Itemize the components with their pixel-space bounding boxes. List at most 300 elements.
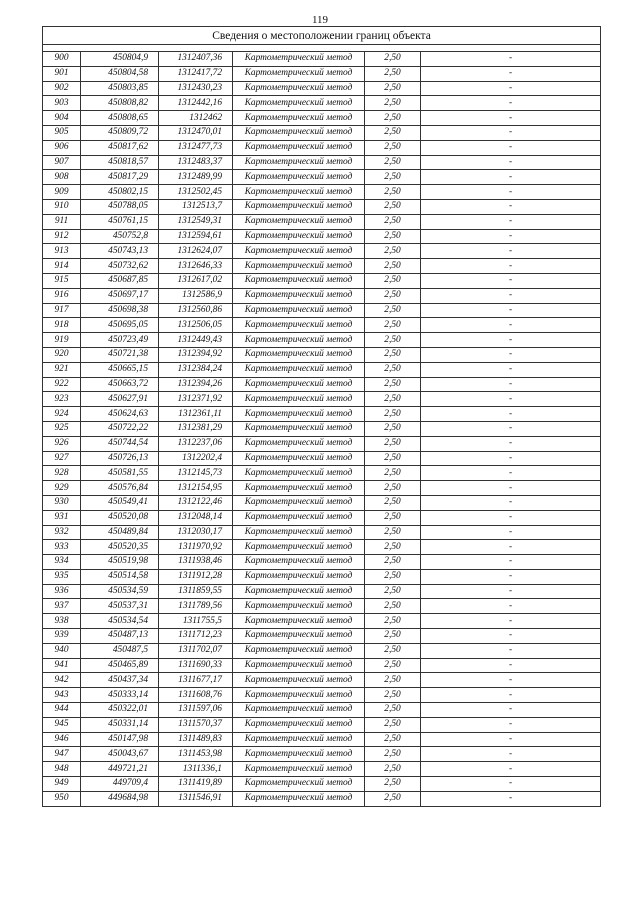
table-row	[43, 658, 601, 673]
table-row	[43, 155, 601, 170]
table-row	[43, 466, 601, 481]
coord-y-cell: 1312361,11	[159, 407, 233, 422]
coord-y-cell: 1312237,06	[159, 436, 233, 451]
method-cell: Картометрический метод	[233, 510, 365, 525]
coord-x-cell: 450743,13	[81, 244, 159, 259]
accuracy-cell: 2,50	[365, 273, 421, 288]
accuracy-cell: 2,50	[365, 599, 421, 614]
table-row	[43, 629, 601, 644]
accuracy-cell: 2,50	[365, 481, 421, 496]
table-title: Сведения о местоположении границ объекта	[43, 27, 601, 45]
accuracy-cell: 2,50	[365, 762, 421, 777]
point-number-cell: 938	[43, 614, 81, 629]
coord-x-cell: 450721,38	[81, 347, 159, 362]
point-number-cell: 931	[43, 510, 81, 525]
method-cell: Картометрический метод	[233, 747, 365, 762]
table-row	[43, 421, 601, 436]
coord-x-cell: 450697,17	[81, 288, 159, 303]
description-cell: -	[421, 481, 601, 496]
table-row	[43, 288, 601, 303]
accuracy-cell: 2,50	[365, 688, 421, 703]
accuracy-cell: 2,50	[365, 185, 421, 200]
point-number-cell: 939	[43, 629, 81, 644]
description-cell: -	[421, 777, 601, 792]
coord-x-cell: 450520,08	[81, 510, 159, 525]
table-row	[43, 140, 601, 155]
method-cell: Картометрический метод	[233, 614, 365, 629]
point-number-cell: 918	[43, 318, 81, 333]
point-number-cell: 932	[43, 525, 81, 540]
description-cell: -	[421, 584, 601, 599]
accuracy-cell: 2,50	[365, 96, 421, 111]
coord-y-cell: 1312483,37	[159, 155, 233, 170]
table-row	[43, 199, 601, 214]
coord-x-cell: 450804,9	[81, 52, 159, 67]
coord-y-cell: 1312560,86	[159, 303, 233, 318]
coord-x-cell: 450624,63	[81, 407, 159, 422]
table-row	[43, 747, 601, 762]
method-cell: Картометрический метод	[233, 673, 365, 688]
point-number-cell: 911	[43, 214, 81, 229]
point-number-cell: 906	[43, 140, 81, 155]
point-number-cell: 927	[43, 451, 81, 466]
coord-x-cell: 450698,38	[81, 303, 159, 318]
point-number-cell: 926	[43, 436, 81, 451]
table-row	[43, 555, 601, 570]
table-row	[43, 303, 601, 318]
accuracy-cell: 2,50	[365, 703, 421, 718]
accuracy-cell: 2,50	[365, 66, 421, 81]
accuracy-cell: 2,50	[365, 673, 421, 688]
method-cell: Картометрический метод	[233, 244, 365, 259]
coord-y-cell: 1311677,17	[159, 673, 233, 688]
coord-x-cell: 450803,85	[81, 81, 159, 96]
accuracy-cell: 2,50	[365, 466, 421, 481]
table-row	[43, 96, 601, 111]
accuracy-cell: 2,50	[365, 777, 421, 792]
coord-x-cell: 449721,21	[81, 762, 159, 777]
method-cell: Картометрический метод	[233, 303, 365, 318]
point-number-cell: 950	[43, 791, 81, 806]
description-cell: -	[421, 614, 601, 629]
table-row	[43, 66, 601, 81]
description-cell: -	[421, 362, 601, 377]
accuracy-cell: 2,50	[365, 732, 421, 747]
table-row	[43, 673, 601, 688]
method-cell: Картометрический метод	[233, 333, 365, 348]
table-row	[43, 259, 601, 274]
table-row	[43, 185, 601, 200]
point-number-cell: 943	[43, 688, 81, 703]
point-number-cell: 901	[43, 66, 81, 81]
point-number-cell: 934	[43, 555, 81, 570]
description-cell: -	[421, 717, 601, 732]
method-cell: Картометрический метод	[233, 791, 365, 806]
description-cell: -	[421, 347, 601, 362]
point-number-cell: 905	[43, 125, 81, 140]
description-cell: -	[421, 732, 601, 747]
accuracy-cell: 2,50	[365, 407, 421, 422]
table-row	[43, 333, 601, 348]
table-row	[43, 525, 601, 540]
method-cell: Картометрический метод	[233, 111, 365, 126]
description-cell: -	[421, 333, 601, 348]
accuracy-cell: 2,50	[365, 717, 421, 732]
coord-x-cell: 450534,54	[81, 614, 159, 629]
coord-y-cell: 1312506,05	[159, 318, 233, 333]
coord-x-cell: 449709,4	[81, 777, 159, 792]
coord-y-cell: 1311859,55	[159, 584, 233, 599]
point-number-cell: 935	[43, 569, 81, 584]
coord-x-cell: 450744,54	[81, 436, 159, 451]
coord-x-cell: 450331,14	[81, 717, 159, 732]
accuracy-cell: 2,50	[365, 362, 421, 377]
point-number-cell: 915	[43, 273, 81, 288]
point-number-cell: 949	[43, 777, 81, 792]
coord-x-cell: 450487,5	[81, 643, 159, 658]
method-cell: Картометрический метод	[233, 555, 365, 570]
coord-y-cell: 1312371,92	[159, 392, 233, 407]
coord-x-cell: 450732,62	[81, 259, 159, 274]
coord-x-cell: 450687,85	[81, 273, 159, 288]
table-row	[43, 125, 601, 140]
coord-y-cell: 1311608,76	[159, 688, 233, 703]
coord-x-cell: 450665,15	[81, 362, 159, 377]
description-cell: -	[421, 688, 601, 703]
coord-y-cell: 1312513,7	[159, 199, 233, 214]
coord-x-cell: 450802,15	[81, 185, 159, 200]
coord-x-cell: 450722,22	[81, 421, 159, 436]
table-row	[43, 510, 601, 525]
table-row	[43, 407, 601, 422]
accuracy-cell: 2,50	[365, 377, 421, 392]
accuracy-cell: 2,50	[365, 288, 421, 303]
table-row	[43, 643, 601, 658]
accuracy-cell: 2,50	[365, 495, 421, 510]
point-number-cell: 946	[43, 732, 81, 747]
description-cell: -	[421, 229, 601, 244]
coord-x-cell: 450437,34	[81, 673, 159, 688]
point-number-cell: 920	[43, 347, 81, 362]
table-row	[43, 436, 601, 451]
description-cell: -	[421, 155, 601, 170]
coord-x-cell: 450333,14	[81, 688, 159, 703]
coord-x-cell: 450818,57	[81, 155, 159, 170]
coord-y-cell: 1312122,46	[159, 495, 233, 510]
point-number-cell: 922	[43, 377, 81, 392]
table-row	[43, 584, 601, 599]
coord-x-cell: 450817,62	[81, 140, 159, 155]
coord-x-cell: 450147,98	[81, 732, 159, 747]
point-number-cell: 921	[43, 362, 81, 377]
method-cell: Картометрический метод	[233, 525, 365, 540]
point-number-cell: 942	[43, 673, 81, 688]
description-cell: -	[421, 66, 601, 81]
coord-y-cell: 1312617,02	[159, 273, 233, 288]
coord-x-cell: 450519,98	[81, 555, 159, 570]
point-number-cell: 941	[43, 658, 81, 673]
table-row	[43, 717, 601, 732]
description-cell: -	[421, 540, 601, 555]
method-cell: Картометрический метод	[233, 599, 365, 614]
coord-y-cell: 1311597,06	[159, 703, 233, 718]
accuracy-cell: 2,50	[365, 199, 421, 214]
accuracy-cell: 2,50	[365, 791, 421, 806]
description-cell: -	[421, 407, 601, 422]
description-cell: -	[421, 599, 601, 614]
method-cell: Картометрический метод	[233, 777, 365, 792]
table-row	[43, 481, 601, 496]
point-number-cell: 929	[43, 481, 81, 496]
point-number-cell: 902	[43, 81, 81, 96]
description-cell: -	[421, 421, 601, 436]
method-cell: Картометрический метод	[233, 214, 365, 229]
description-cell: -	[421, 643, 601, 658]
coord-y-cell: 1311912,28	[159, 569, 233, 584]
point-number-cell: 900	[43, 52, 81, 67]
method-cell: Картометрический метод	[233, 66, 365, 81]
method-cell: Картометрический метод	[233, 288, 365, 303]
point-number-cell: 917	[43, 303, 81, 318]
coord-x-cell: 450808,82	[81, 96, 159, 111]
coord-x-cell: 450489,84	[81, 525, 159, 540]
description-cell: -	[421, 569, 601, 584]
accuracy-cell: 2,50	[365, 170, 421, 185]
coord-x-cell: 450726,13	[81, 451, 159, 466]
description-cell: -	[421, 170, 601, 185]
coord-y-cell: 1312030,17	[159, 525, 233, 540]
description-cell: -	[421, 762, 601, 777]
description-cell: -	[421, 199, 601, 214]
table-row	[43, 170, 601, 185]
table-row	[43, 318, 601, 333]
accuracy-cell: 2,50	[365, 81, 421, 96]
accuracy-cell: 2,50	[365, 303, 421, 318]
description-cell: -	[421, 111, 601, 126]
spacer-row	[43, 45, 601, 52]
coord-x-cell: 450695,05	[81, 318, 159, 333]
description-cell: -	[421, 185, 601, 200]
coord-y-cell: 1312384,24	[159, 362, 233, 377]
point-number-cell: 908	[43, 170, 81, 185]
point-number-cell: 925	[43, 421, 81, 436]
description-cell: -	[421, 658, 601, 673]
coord-x-cell: 450465,89	[81, 658, 159, 673]
coord-x-cell: 450534,59	[81, 584, 159, 599]
title-row	[43, 27, 601, 45]
coord-y-cell: 1311570,37	[159, 717, 233, 732]
method-cell: Картометрический метод	[233, 629, 365, 644]
accuracy-cell: 2,50	[365, 643, 421, 658]
description-cell: -	[421, 673, 601, 688]
accuracy-cell: 2,50	[365, 525, 421, 540]
method-cell: Картометрический метод	[233, 259, 365, 274]
table-row	[43, 392, 601, 407]
description-cell: -	[421, 555, 601, 570]
accuracy-cell: 2,50	[365, 155, 421, 170]
coord-y-cell: 1312489,99	[159, 170, 233, 185]
method-cell: Картометрический метод	[233, 688, 365, 703]
coord-y-cell: 1312381,29	[159, 421, 233, 436]
coord-x-cell: 449684,98	[81, 791, 159, 806]
coord-x-cell: 450817,29	[81, 170, 159, 185]
accuracy-cell: 2,50	[365, 52, 421, 67]
method-cell: Картометрический метод	[233, 481, 365, 496]
accuracy-cell: 2,50	[365, 629, 421, 644]
description-cell: -	[421, 747, 601, 762]
coord-y-cell: 1312442,16	[159, 96, 233, 111]
coord-y-cell: 1311755,5	[159, 614, 233, 629]
coord-y-cell: 1311970,92	[159, 540, 233, 555]
method-cell: Картометрический метод	[233, 362, 365, 377]
description-cell: -	[421, 125, 601, 140]
point-number-cell: 948	[43, 762, 81, 777]
point-number-cell: 904	[43, 111, 81, 126]
table-row	[43, 777, 601, 792]
table-row	[43, 791, 601, 806]
description-cell: -	[421, 510, 601, 525]
point-number-cell: 913	[43, 244, 81, 259]
coord-y-cell: 1311453,98	[159, 747, 233, 762]
description-cell: -	[421, 140, 601, 155]
description-cell: -	[421, 629, 601, 644]
method-cell: Картометрический метод	[233, 466, 365, 481]
method-cell: Картометрический метод	[233, 140, 365, 155]
point-number-cell: 947	[43, 747, 81, 762]
coord-x-cell: 450549,41	[81, 495, 159, 510]
method-cell: Картометрический метод	[233, 318, 365, 333]
accuracy-cell: 2,50	[365, 540, 421, 555]
point-number-cell: 924	[43, 407, 81, 422]
point-number-cell: 936	[43, 584, 81, 599]
description-cell: -	[421, 259, 601, 274]
coord-y-cell: 1311789,56	[159, 599, 233, 614]
table-row	[43, 732, 601, 747]
point-number-cell: 928	[43, 466, 81, 481]
method-cell: Картометрический метод	[233, 421, 365, 436]
point-number-cell: 937	[43, 599, 81, 614]
method-cell: Картометрический метод	[233, 155, 365, 170]
method-cell: Картометрический метод	[233, 392, 365, 407]
coord-y-cell: 1312624,07	[159, 244, 233, 259]
coord-x-cell: 450520,35	[81, 540, 159, 555]
coord-y-cell: 1311712,23	[159, 629, 233, 644]
table-row	[43, 569, 601, 584]
point-number-cell: 930	[43, 495, 81, 510]
coord-x-cell: 450752,8	[81, 229, 159, 244]
table-row	[43, 347, 601, 362]
coord-x-cell: 450809,72	[81, 125, 159, 140]
accuracy-cell: 2,50	[365, 244, 421, 259]
point-number-cell: 940	[43, 643, 81, 658]
method-cell: Картометрический метод	[233, 436, 365, 451]
coord-y-cell: 1312549,31	[159, 214, 233, 229]
boundary-table	[42, 26, 601, 807]
description-cell: -	[421, 791, 601, 806]
accuracy-cell: 2,50	[365, 111, 421, 126]
description-cell: -	[421, 273, 601, 288]
coord-x-cell: 450808,65	[81, 111, 159, 126]
table-row	[43, 451, 601, 466]
method-cell: Картометрический метод	[233, 273, 365, 288]
coord-y-cell: 1312154,95	[159, 481, 233, 496]
coord-x-cell: 450576,84	[81, 481, 159, 496]
method-cell: Картометрический метод	[233, 170, 365, 185]
method-cell: Картометрический метод	[233, 407, 365, 422]
accuracy-cell: 2,50	[365, 421, 421, 436]
coord-y-cell: 1311702,07	[159, 643, 233, 658]
table-row	[43, 52, 601, 67]
method-cell: Картометрический метод	[233, 451, 365, 466]
table-row	[43, 377, 601, 392]
spacer-cell	[43, 45, 601, 52]
method-cell: Картометрический метод	[233, 762, 365, 777]
point-number-cell: 909	[43, 185, 81, 200]
table-row	[43, 362, 601, 377]
table-row	[43, 599, 601, 614]
coord-y-cell: 1312394,26	[159, 377, 233, 392]
coord-y-cell: 1311489,83	[159, 732, 233, 747]
description-cell: -	[421, 244, 601, 259]
description-cell: -	[421, 466, 601, 481]
description-cell: -	[421, 495, 601, 510]
description-cell: -	[421, 96, 601, 111]
table-row	[43, 111, 601, 126]
coord-y-cell: 1311419,89	[159, 777, 233, 792]
point-number-cell: 944	[43, 703, 81, 718]
coord-y-cell: 1312407,36	[159, 52, 233, 67]
method-cell: Картометрический метод	[233, 125, 365, 140]
method-cell: Картометрический метод	[233, 569, 365, 584]
accuracy-cell: 2,50	[365, 747, 421, 762]
description-cell: -	[421, 377, 601, 392]
method-cell: Картометрический метод	[233, 495, 365, 510]
table-row	[43, 81, 601, 96]
coord-y-cell: 1312202,4	[159, 451, 233, 466]
point-number-cell: 903	[43, 96, 81, 111]
method-cell: Картометрический метод	[233, 732, 365, 747]
accuracy-cell: 2,50	[365, 569, 421, 584]
coord-y-cell: 1311690,33	[159, 658, 233, 673]
description-cell: -	[421, 303, 601, 318]
description-cell: -	[421, 214, 601, 229]
method-cell: Картометрический метод	[233, 658, 365, 673]
accuracy-cell: 2,50	[365, 584, 421, 599]
description-cell: -	[421, 52, 601, 67]
coord-x-cell: 450723,49	[81, 333, 159, 348]
coord-x-cell: 450627,91	[81, 392, 159, 407]
method-cell: Картометрический метод	[233, 96, 365, 111]
point-number-cell: 907	[43, 155, 81, 170]
coord-y-cell: 1312430,23	[159, 81, 233, 96]
accuracy-cell: 2,50	[365, 510, 421, 525]
coord-y-cell: 1312586,9	[159, 288, 233, 303]
description-cell: -	[421, 81, 601, 96]
method-cell: Картометрический метод	[233, 703, 365, 718]
point-number-cell: 916	[43, 288, 81, 303]
coord-y-cell: 1311938,46	[159, 555, 233, 570]
coord-y-cell: 1312462	[159, 111, 233, 126]
method-cell: Картометрический метод	[233, 377, 365, 392]
method-cell: Картометрический метод	[233, 81, 365, 96]
coord-x-cell: 450804,58	[81, 66, 159, 81]
accuracy-cell: 2,50	[365, 229, 421, 244]
accuracy-cell: 2,50	[365, 555, 421, 570]
description-cell: -	[421, 451, 601, 466]
coord-x-cell: 450663,72	[81, 377, 159, 392]
method-cell: Картометрический метод	[233, 229, 365, 244]
point-number-cell: 910	[43, 199, 81, 214]
